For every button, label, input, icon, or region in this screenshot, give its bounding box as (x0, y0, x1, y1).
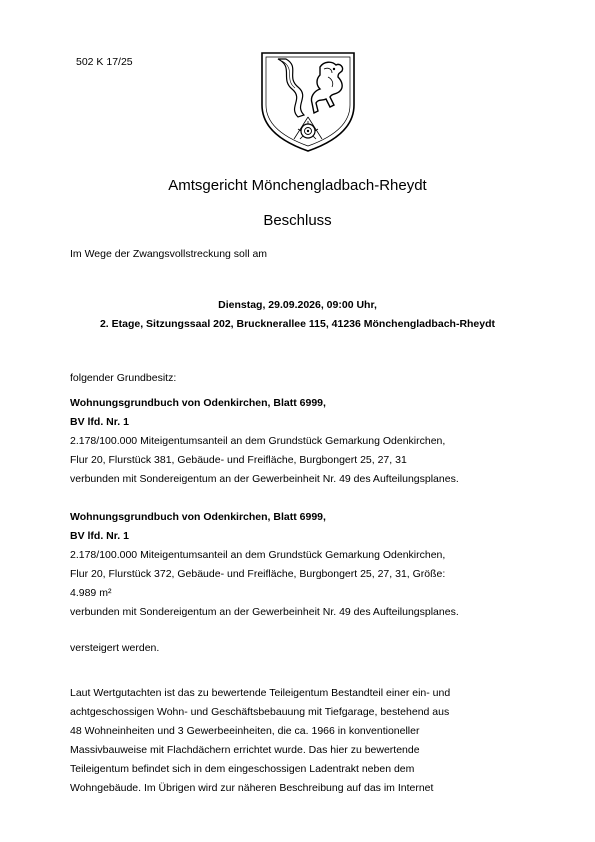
land-register-entry: Wohnungsgrundbuch von Odenkirchen, Blatt 6999, (70, 397, 326, 409)
case-number: 502 K 17/25 (76, 56, 133, 68)
appointment-date: Dienstag, 29.09.2026, 09:00 Uhr, (218, 299, 377, 311)
property-line: Flur 20, Flurstück 381, Gebäude- und Freifläche, Burgbongert 25, 27, 31 (70, 454, 407, 466)
appraisal-line: Laut Wertgutachten ist das zu bewertende Teileigentum Bestandteil einer ein- und (70, 687, 451, 699)
appraisal-paragraph (70, 684, 530, 798)
inventory-number: BV lfd. Nr. 1 (70, 416, 129, 428)
auction-statement: versteigert werden. (70, 642, 160, 654)
land-register-entry: Wohnungsgrundbuch von Odenkirchen, Blatt 6999, (70, 511, 326, 523)
property-label: folgender Grundbesitz: (70, 372, 177, 384)
appointment-location: 2. Etage, Sitzungssaal 202, Brucknerallee 115, 41236 Mönchengladbach-Rheydt (99, 318, 496, 330)
inventory-number: BV lfd. Nr. 1 (70, 530, 129, 542)
property-block-1 (70, 394, 530, 489)
property-line: Flur 20, Flurstück 372, Gebäude- und Freifläche, Burgbongert 25, 27, 31, Größe: (70, 568, 446, 580)
coat-of-arms-icon (258, 47, 358, 155)
property-line: verbunden mit Sondereigentum an der Gewerbeinheit Nr. 49 des Aufteilungsplanes. (70, 473, 459, 485)
appraisal-line: achtgeschossigen Wohn- und Geschäftsbebauung mit Tiefgarage, bestehend aus (70, 706, 450, 718)
document-title: Beschluss (263, 212, 332, 229)
property-block-2 (70, 508, 530, 622)
appraisal-line: Teileigentum befindet sich in dem eingeschossigen Ladentrakt neben dem (70, 763, 415, 775)
property-line: 4.989 m² (70, 587, 112, 599)
property-line: 2.178/100.000 Miteigentumsanteil an dem Grundstück Gemarkung Odenkirchen, (70, 549, 446, 561)
appraisal-line: Wohngebäude. Im Übrigen wird zur näheren Beschreibung auf das im Internet (70, 782, 434, 794)
intro-text: Im Wege der Zwangsvollstreckung soll am (70, 248, 268, 260)
court-name: Amtsgericht Mönchengladbach-Rheydt (168, 177, 427, 194)
property-line: verbunden mit Sondereigentum an der Gewerbeinheit Nr. 49 des Aufteilungsplanes. (70, 606, 459, 618)
appraisal-line: 48 Wohneinheiten und 3 Gewerbeeinheiten, die ca. 1966 in konventioneller (70, 725, 420, 737)
appraisal-line: Massivbauweise mit Flachdächern errichtet wurde. Das hier zu bewertende (70, 744, 420, 756)
appointment (0, 296, 595, 334)
property-line: 2.178/100.000 Miteigentumsanteil an dem Grundstück Gemarkung Odenkirchen, (70, 435, 446, 447)
